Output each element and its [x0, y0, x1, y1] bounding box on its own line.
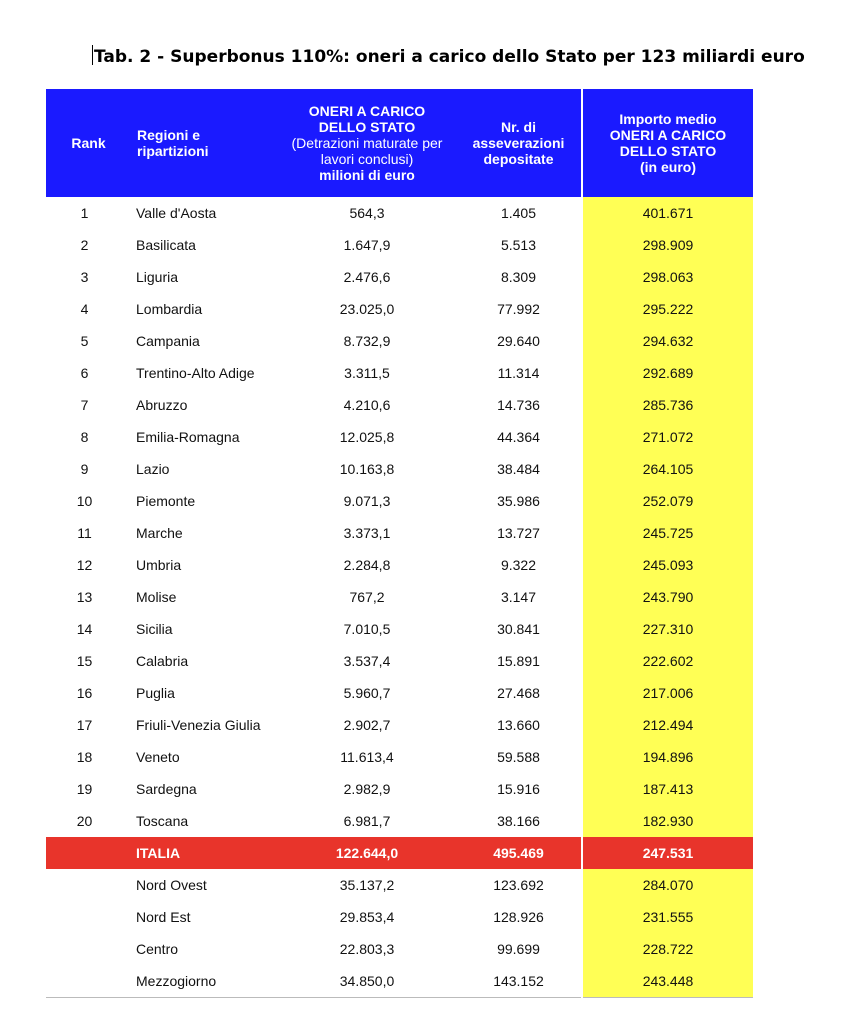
table-row-area [46, 901, 753, 933]
cell-asseverazioni: 27.468 [497, 685, 540, 701]
cell-importo-medio: 243.448 [582, 965, 753, 998]
cell-oneri: 2.476,6 [343, 269, 391, 285]
cell-importo-medio: 212.494 [582, 709, 753, 741]
table-row [46, 613, 753, 645]
cell-region: Sardegna [136, 781, 197, 797]
table-row [46, 197, 753, 229]
cell-asseverazioni: 35.986 [497, 493, 540, 509]
cell-oneri: 122.644,0 [278, 837, 456, 869]
cell-oneri: 10.163,8 [339, 461, 395, 477]
cell-oneri: 11.613,4 [340, 749, 394, 765]
cell-rank [46, 901, 131, 933]
cell-importo-medio: 243.790 [582, 581, 753, 613]
cell-oneri: 4.210,6 [343, 397, 391, 413]
cell-oneri: 29.853,4 [339, 909, 395, 925]
cell-importo-medio: 298.909 [582, 229, 753, 261]
table-title [92, 45, 805, 67]
cell-importo-medio: 187.413 [582, 773, 753, 805]
cell-asseverazioni: 5.513 [500, 237, 537, 253]
cell-importo-medio: 182.930 [582, 805, 753, 837]
cell-importo-medio: 228.722 [582, 933, 753, 965]
cell-rank: 11 [77, 525, 92, 541]
table-row [46, 389, 753, 421]
cell-region: ITALIA [131, 837, 278, 869]
cell-asseverazioni: 59.588 [497, 749, 540, 765]
cell-rank: 14 [76, 621, 93, 637]
cell-rank: 9 [80, 461, 89, 477]
table-row [46, 421, 753, 453]
cell-importo-medio: 264.105 [582, 453, 753, 485]
cell-oneri: 34.850,0 [278, 965, 456, 998]
cell-oneri: 22.803,3 [339, 941, 395, 957]
cell-region: Puglia [136, 685, 175, 701]
cell-rank [46, 965, 131, 998]
cell-oneri: 2.982,9 [343, 781, 391, 797]
cell-region: Valle d'Aosta [136, 205, 217, 221]
cell-asseverazioni: 11.314 [497, 365, 540, 381]
cell-oneri: 23.025,0 [339, 301, 395, 317]
cell-region: Nord Ovest [136, 877, 207, 893]
cell-region: Trentino-Alto Adige [136, 365, 255, 381]
table-row [46, 485, 753, 517]
cell-oneri: 767,2 [349, 589, 385, 605]
cell-region: Abruzzo [136, 397, 188, 413]
table-row [46, 773, 753, 805]
table-body [46, 197, 753, 998]
cell-asseverazioni: 8.309 [500, 269, 537, 285]
cell-asseverazioni: 77.992 [497, 301, 540, 317]
cell-importo-medio: 217.006 [582, 677, 753, 709]
cell-importo-medio: 294.632 [582, 325, 753, 357]
cell-rank: 18 [76, 749, 93, 765]
superbonus-table [46, 89, 753, 998]
table-row-area [46, 869, 753, 901]
cell-importo-medio: 295.222 [582, 293, 753, 325]
cell-asseverazioni: 44.364 [497, 429, 540, 445]
cell-importo-medio: 298.063 [582, 261, 753, 293]
cell-asseverazioni: 13.727 [497, 525, 540, 541]
table-row [46, 677, 753, 709]
cell-asseverazioni: 38.484 [497, 461, 540, 477]
cell-region: Emilia-Romagna [136, 429, 240, 445]
cell-region: Nord Est [136, 909, 191, 925]
table-row-area [46, 933, 753, 965]
table-row [46, 357, 753, 389]
table-row [46, 741, 753, 773]
cell-rank: 1 [80, 205, 89, 221]
cell-region: Umbria [136, 557, 182, 573]
cell-region: Friuli-Venezia Giulia [136, 717, 261, 733]
cell-region: Centro [136, 941, 179, 957]
cell-rank: 19 [76, 781, 93, 797]
cell-region: Toscana [136, 813, 189, 829]
cell-rank: 16 [76, 685, 93, 701]
cell-rank [46, 869, 131, 901]
cell-rank: 4 [80, 301, 89, 317]
cell-region: Marche [136, 525, 183, 541]
cell-rank: 15 [76, 653, 93, 669]
table-row [46, 709, 753, 741]
cell-oneri: 5.960,7 [343, 685, 391, 701]
cell-oneri: 9.071,3 [343, 493, 391, 509]
cell-asseverazioni: 3.147 [500, 589, 537, 605]
cell-rank: 17 [76, 717, 93, 733]
table-row [46, 805, 753, 837]
cell-rank: 7 [80, 397, 89, 413]
cell-asseverazioni: 99.699 [497, 941, 540, 957]
cell-region: Molise [136, 589, 177, 605]
cell-rank: 8 [80, 429, 89, 445]
table-title-text: Tab. 2 - Superbonus 110%: oneri a carico dello Stato per 123 miliardi euro [94, 47, 805, 67]
cell-region: Piemonte [136, 493, 196, 509]
cell-rank: 20 [76, 813, 93, 829]
cell-region: Lazio [136, 461, 170, 477]
cell-region: Basilicata [136, 237, 196, 253]
table-row [46, 645, 753, 677]
table-row [46, 325, 753, 357]
table-row-area [46, 965, 753, 998]
cell-importo-medio: 194.896 [582, 741, 753, 773]
cell-region: Sicilia [136, 621, 173, 637]
cell-oneri: 2.284,8 [343, 557, 391, 573]
table-row [46, 549, 753, 581]
cell-importo-medio: 292.689 [582, 357, 753, 389]
cell-oneri: 6.981,7 [343, 813, 391, 829]
cell-rank: 10 [76, 493, 93, 509]
cell-oneri: 7.010,5 [343, 621, 391, 637]
header-region: Regioni e ripartizioni [131, 89, 278, 197]
cell-rank: 5 [80, 333, 89, 349]
table-header [46, 89, 753, 197]
cell-rank: 3 [80, 269, 89, 285]
cell-importo-medio: 401.671 [582, 197, 753, 229]
table-row [46, 581, 753, 613]
cell-rank [46, 837, 131, 869]
cell-asseverazioni: 15.891 [497, 653, 540, 669]
cell-asseverazioni: 30.841 [497, 621, 540, 637]
cell-importo-medio: 231.555 [582, 901, 753, 933]
cell-oneri: 564,3 [349, 205, 385, 221]
cell-oneri: 3.537,4 [343, 653, 391, 669]
cell-rank: 2 [80, 237, 89, 253]
cell-importo-medio: 247.531 [582, 837, 753, 869]
cell-rank: 13 [76, 589, 93, 605]
cell-importo-medio: 252.079 [582, 485, 753, 517]
cell-region: Liguria [136, 269, 179, 285]
cell-oneri: 1.647,9 [343, 237, 391, 253]
cell-rank: 12 [76, 557, 93, 573]
table-row [46, 517, 753, 549]
header-rank: Rank [46, 89, 131, 197]
cell-oneri: 35.137,2 [339, 877, 395, 893]
table-row [46, 229, 753, 261]
cell-importo-medio: 227.310 [582, 613, 753, 645]
table-row-total [46, 837, 753, 869]
cell-asseverazioni: 128.926 [493, 909, 544, 925]
cell-oneri: 8.732,9 [343, 333, 391, 349]
cell-importo-medio: 245.093 [582, 549, 753, 581]
cell-region: Veneto [136, 749, 180, 765]
cell-region: Lombardia [136, 301, 203, 317]
cell-asseverazioni: 1.405 [500, 205, 537, 221]
cell-asseverazioni: 15.916 [497, 781, 540, 797]
cell-asseverazioni: 9.322 [500, 557, 537, 573]
cell-oneri: 12.025,8 [339, 429, 395, 445]
cell-region: Calabria [136, 653, 189, 669]
cell-region: Campania [136, 333, 200, 349]
header-asseverazioni: Nr. di asseverazioni depositate [456, 89, 582, 197]
cell-oneri: 2.902,7 [343, 717, 391, 733]
cell-importo-medio: 222.602 [582, 645, 753, 677]
header-oneri: ONERI A CARICO DELLO STATO (Detrazioni maturate per lavori conclusi) milioni di euro [278, 89, 456, 197]
cell-asseverazioni: 495.469 [456, 837, 582, 869]
cell-importo-medio: 271.072 [582, 421, 753, 453]
cell-asseverazioni: 123.692 [493, 877, 544, 893]
cell-region: Mezzogiorno [131, 965, 278, 998]
cell-importo-medio: 284.070 [582, 869, 753, 901]
cell-asseverazioni: 143.152 [456, 965, 582, 998]
cell-asseverazioni: 14.736 [497, 397, 540, 413]
cell-asseverazioni: 38.166 [497, 813, 540, 829]
cell-asseverazioni: 13.660 [497, 717, 540, 733]
header-importo-medio: Importo medio ONERI A CARICO DELLO STATO (in euro) [582, 89, 753, 197]
cell-importo-medio: 285.736 [582, 389, 753, 421]
cell-importo-medio: 245.725 [582, 517, 753, 549]
text-cursor [92, 45, 93, 65]
cell-rank: 6 [80, 365, 89, 381]
cell-oneri: 3.311,5 [344, 365, 390, 381]
table-row [46, 293, 753, 325]
cell-asseverazioni: 29.640 [497, 333, 540, 349]
table-row [46, 261, 753, 293]
cell-rank [46, 933, 131, 965]
cell-oneri: 3.373,1 [343, 525, 391, 541]
table-row [46, 453, 753, 485]
